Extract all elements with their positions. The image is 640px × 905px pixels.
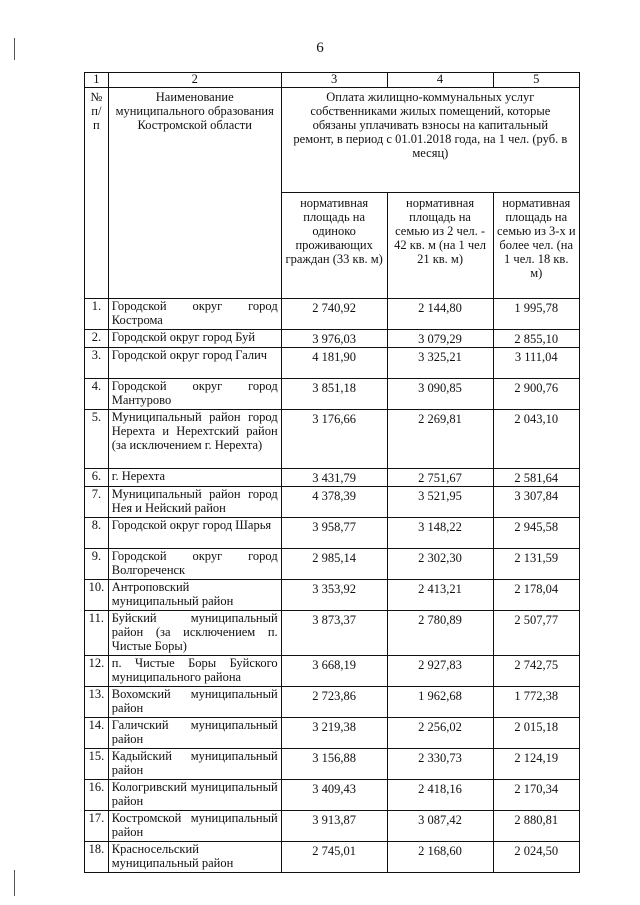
row-value-col5: 1 772,38: [493, 687, 580, 718]
row-value-col4: 2 927,83: [387, 656, 493, 687]
row-value-col5: 2 855,10: [493, 330, 580, 348]
table-row: [85, 687, 580, 718]
row-value-col4: 3 087,42: [387, 811, 493, 842]
row-name: Костромской муниципальный район: [108, 811, 281, 842]
table-row: [85, 749, 580, 780]
row-value-col3: 2 723,86: [281, 687, 387, 718]
row-number: 15.: [85, 749, 109, 780]
row-value-col4: 2 413,21: [387, 580, 493, 611]
row-value-col4: 2 330,73: [387, 749, 493, 780]
row-value-col3: 3 176,66: [281, 410, 387, 469]
table-row: [85, 330, 580, 348]
row-value-col4: 2 168,60: [387, 842, 493, 873]
header-col5: нормативная площадь на семью из 3-х и более чел. (на 1 чел. 18 кв. м): [493, 193, 580, 299]
row-value-col3: 3 958,77: [281, 518, 387, 549]
header-col3: нормативная площадь на одиноко проживающих граждан (33 кв. м): [281, 193, 387, 299]
row-number: 9.: [85, 549, 109, 580]
row-number: 12.: [85, 656, 109, 687]
header-row: [85, 88, 580, 193]
row-value-col4: 3 521,95: [387, 487, 493, 518]
row-value-col5: 2 015,18: [493, 718, 580, 749]
row-name: Красносельский муниципальный район: [108, 842, 281, 873]
row-value-col4: 3 090,85: [387, 379, 493, 410]
row-value-col4: 2 780,89: [387, 611, 493, 656]
table-row: [85, 518, 580, 549]
row-value-col4: 2 269,81: [387, 410, 493, 469]
row-name: Городской округ город Шарья: [108, 518, 281, 549]
row-number: 17.: [85, 811, 109, 842]
row-value-col4: 3 148,22: [387, 518, 493, 549]
row-name: Кологривский муниципальный район: [108, 780, 281, 811]
row-value-col5: 2 900,76: [493, 379, 580, 410]
row-value-col3: 3 353,92: [281, 580, 387, 611]
table-row: [85, 811, 580, 842]
row-value-col5: 2 581,64: [493, 469, 580, 487]
column-number-row: [85, 73, 580, 88]
row-value-col4: 2 302,30: [387, 549, 493, 580]
row-value-col4: 2 144,80: [387, 299, 493, 330]
row-number: 6.: [85, 469, 109, 487]
row-number: 3.: [85, 348, 109, 379]
table-row: [85, 410, 580, 469]
table-row: [85, 656, 580, 687]
row-name: п. Чистые Боры Буйского муниципального района: [108, 656, 281, 687]
row-value-col5: 2 507,77: [493, 611, 580, 656]
row-name: Городской округ город Мантурово: [108, 379, 281, 410]
margin-mark: [14, 870, 15, 896]
row-value-col5: 2 043,10: [493, 410, 580, 469]
header-name: Наименование муниципального образования Костромской области: [108, 88, 281, 299]
row-value-col3: 3 219,38: [281, 718, 387, 749]
row-name: Буйский муниципальный район (за исключением п. Чистые Боры): [108, 611, 281, 656]
row-name: Вохомский муниципальный район: [108, 687, 281, 718]
row-name: Городской округ город Галич: [108, 348, 281, 379]
table-row: [85, 487, 580, 518]
row-name: Городской округ город Волгореченск: [108, 549, 281, 580]
row-number: 8.: [85, 518, 109, 549]
row-value-col5: 2 880,81: [493, 811, 580, 842]
table-row: [85, 469, 580, 487]
row-number: 1.: [85, 299, 109, 330]
page-number: 6: [316, 40, 324, 56]
row-number: 14.: [85, 718, 109, 749]
row-value-col3: 3 913,87: [281, 811, 387, 842]
row-name: г. Нерехта: [108, 469, 281, 487]
table-row: [85, 611, 580, 656]
row-number: 2.: [85, 330, 109, 348]
table-row: [85, 718, 580, 749]
row-name: Городской округ город Кострома: [108, 299, 281, 330]
row-value-col5: 2 124,19: [493, 749, 580, 780]
row-value-col5: 3 111,04: [493, 348, 580, 379]
row-number: 16.: [85, 780, 109, 811]
payment-table: [84, 72, 580, 873]
row-number: 7.: [85, 487, 109, 518]
row-number: 18.: [85, 842, 109, 873]
row-name: Антроповский муниципальный район: [108, 580, 281, 611]
row-value-col3: 3 668,19: [281, 656, 387, 687]
header-group: Оплата жилищно-коммунальных услуг собственниками жилых помещений, которые обязаны уплачивать взносы на капитальный ремонт, в период с 01.01.2018 года, на 1 чел. (руб. в месяц): [281, 88, 579, 193]
row-value-col3: 3 409,43: [281, 780, 387, 811]
row-number: 4.: [85, 379, 109, 410]
row-value-col4: 1 962,68: [387, 687, 493, 718]
column-number: 3: [281, 73, 387, 88]
table-row: [85, 299, 580, 330]
row-value-col4: 2 751,67: [387, 469, 493, 487]
row-value-col3: 3 431,79: [281, 469, 387, 487]
row-name: Муниципальный район город Нерехта и Нерехтский район (за исключением г. Нерехта): [108, 410, 281, 469]
row-value-col5: 2 178,04: [493, 580, 580, 611]
row-value-col4: 3 325,21: [387, 348, 493, 379]
row-value-col5: 2 170,34: [493, 780, 580, 811]
header-number: № п/п: [85, 88, 109, 299]
table-row: [85, 348, 580, 379]
row-name: Городской округ город Буй: [108, 330, 281, 348]
row-value-col3: 3 873,37: [281, 611, 387, 656]
table-row: [85, 780, 580, 811]
row-value-col5: 2 024,50: [493, 842, 580, 873]
column-number: 4: [387, 73, 493, 88]
column-number: 5: [493, 73, 580, 88]
row-value-col4: 2 418,16: [387, 780, 493, 811]
row-value-col4: 2 256,02: [387, 718, 493, 749]
row-value-col3: 2 985,14: [281, 549, 387, 580]
table-row: [85, 580, 580, 611]
margin-mark: [14, 38, 15, 60]
row-value-col5: 2 742,75: [493, 656, 580, 687]
row-value-col4: 3 079,29: [387, 330, 493, 348]
table-row: [85, 379, 580, 410]
row-value-col3: 3 851,18: [281, 379, 387, 410]
row-value-col3: 4 378,39: [281, 487, 387, 518]
column-number: 2: [108, 73, 281, 88]
row-value-col5: 3 307,84: [493, 487, 580, 518]
row-number: 10.: [85, 580, 109, 611]
row-value-col5: 1 995,78: [493, 299, 580, 330]
column-number: 1: [85, 73, 109, 88]
table-row: [85, 842, 580, 873]
row-number: 5.: [85, 410, 109, 469]
row-value-col3: 2 740,92: [281, 299, 387, 330]
row-value-col3: 3 156,88: [281, 749, 387, 780]
table-row: [85, 549, 580, 580]
row-value-col5: 2 945,58: [493, 518, 580, 549]
row-value-col3: 2 745,01: [281, 842, 387, 873]
row-value-col5: 2 131,59: [493, 549, 580, 580]
row-name: Кадыйский муниципальный район: [108, 749, 281, 780]
row-value-col3: 4 181,90: [281, 348, 387, 379]
row-name: Галичский муниципальный район: [108, 718, 281, 749]
row-number: 11.: [85, 611, 109, 656]
row-value-col3: 3 976,03: [281, 330, 387, 348]
row-name: Муниципальный район город Нея и Нейский район: [108, 487, 281, 518]
row-number: 13.: [85, 687, 109, 718]
header-col4: нормативная площадь на семью из 2 чел. - 42 кв. м (на 1 чел 21 кв. м): [387, 193, 493, 299]
